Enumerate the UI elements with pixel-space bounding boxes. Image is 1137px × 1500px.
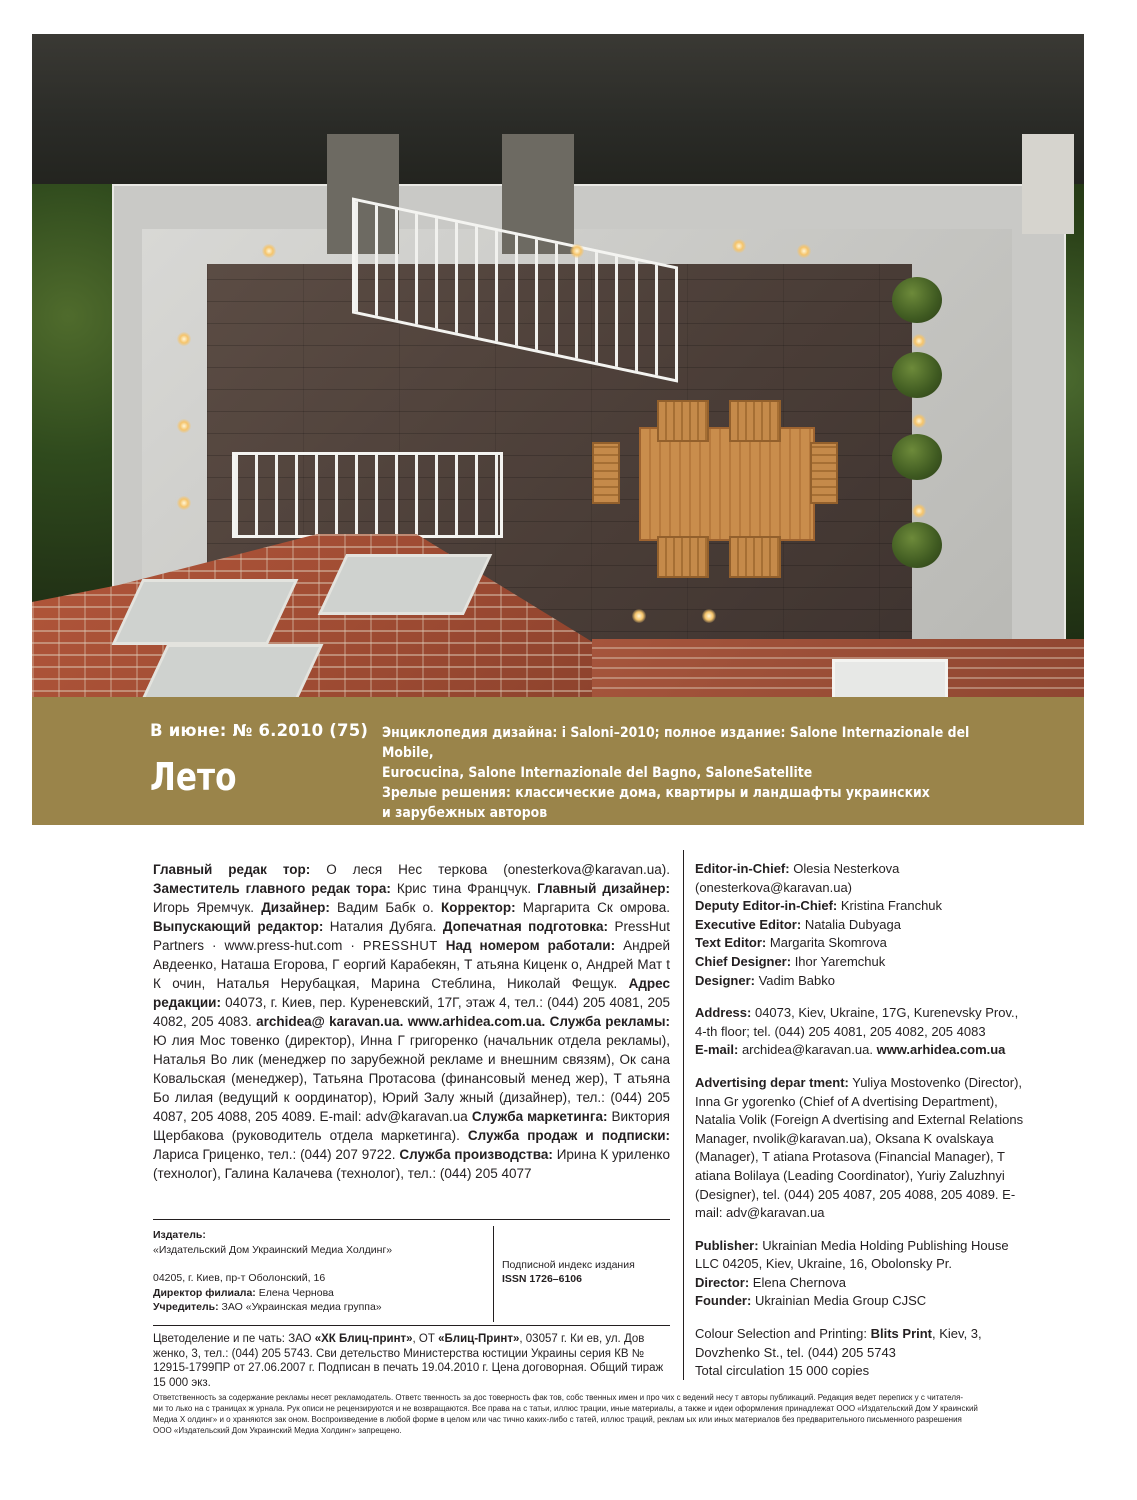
shrub — [892, 434, 942, 480]
value: Ирина К уриленко (технолог), Галина Калачева (технолог), тел.: (044) 205 4077 — [153, 1147, 670, 1181]
label: Служба производства: — [399, 1147, 553, 1162]
label: Executive Editor: — [695, 916, 802, 932]
label: Founder: — [695, 1293, 752, 1309]
issn: ISSN 1726–6106 — [502, 1273, 582, 1285]
label: Издатель: — [153, 1229, 206, 1241]
subscription-label: Подписной индекс издания — [502, 1259, 635, 1271]
value: Виктория Щербакова (руководитель отдела маркетинга). — [153, 1109, 670, 1143]
label: Главный дизайнер: — [537, 881, 670, 896]
printer-name: «ХК Блиц-принт» — [314, 1333, 413, 1345]
value: О леся Нес теркова (onesterkova@karavan.ua). — [310, 862, 671, 877]
email-link[interactable]: archidea@karavan.ua. — [738, 1042, 877, 1058]
advertising-block — [695, 1074, 1025, 1223]
light — [632, 609, 646, 623]
subscription-box — [502, 1258, 672, 1286]
railing — [232, 452, 503, 538]
value: Kristina Franchuk — [837, 898, 943, 914]
light — [262, 244, 276, 258]
label: Адрес редакции: — [153, 976, 670, 1010]
label: Colour Selection and Printing: — [695, 1326, 871, 1342]
value: Наталия Дубяга. — [323, 919, 443, 934]
disclaimer-line: Медиа Х олдинг» и о храняются зак оном. Воспроизведение в любой форме в целом или час тично каких-либо с татей, иллюс траций, реклам ых или иных материалов без предварительного письменного разрешения — [153, 1415, 962, 1424]
hero-photo — [32, 34, 1084, 697]
light — [177, 419, 191, 433]
chair — [657, 536, 709, 578]
label: Служба маркетинга: — [471, 1109, 608, 1124]
light — [732, 239, 746, 253]
box-divider — [493, 1226, 494, 1322]
chair — [657, 400, 709, 442]
imprint-english — [695, 860, 1025, 1395]
value: , Kiev, 3, Dovzhenko St., tel. (044) 205 5743 — [695, 1326, 982, 1360]
bench — [592, 442, 620, 504]
chair — [729, 536, 781, 578]
value: ЗАО «Украинская медиа группа» — [218, 1301, 382, 1313]
value: Елена Чернова — [255, 1286, 334, 1299]
value: Olesia Nesterkova (onesterkova@karavan.ua) — [695, 861, 900, 895]
presshut-logo: PRESSHUT — [362, 938, 438, 953]
label: Корректор: — [440, 900, 516, 915]
shrub — [892, 277, 942, 323]
publisher-box — [153, 1228, 488, 1315]
disclaimer-line: ООО «Издательский Дом Украинский Медиа Холдинг» запрещено. — [153, 1426, 402, 1435]
label: Служба продаж и подписки: — [467, 1128, 670, 1143]
label: Учредитель: — [153, 1301, 219, 1313]
value: Игорь Яремчук. — [153, 900, 262, 915]
light — [797, 244, 811, 258]
label: Publisher: — [695, 1237, 759, 1253]
bench — [810, 442, 838, 504]
light — [912, 414, 926, 428]
value: Лариса Гриценко, тел.: (044) 207 9722. — [153, 1147, 400, 1162]
circulation: Total circulation 15 000 copies — [695, 1363, 870, 1379]
issue-description — [382, 723, 970, 823]
staff-list — [695, 860, 1025, 990]
shrub — [892, 522, 942, 568]
text: , ОТ — [412, 1333, 439, 1345]
value: Natalia Dubyaga — [801, 916, 901, 932]
skylight — [832, 659, 948, 697]
issue-number: В июне: № 6.2010 (75) — [150, 721, 369, 740]
light — [702, 609, 716, 623]
light — [177, 496, 191, 510]
value: Вадим Бабк о. — [329, 900, 441, 915]
value: Ukrainian Media Holding Publishing House LLC 04205, Kiev, Ukraine, 16, Obolonsky Pr. — [695, 1237, 1009, 1272]
publisher-block — [695, 1237, 1025, 1311]
label: Над номером работали: — [437, 938, 616, 953]
website-link[interactable]: archidea@ karavan.ua. www.arhidea.com.ua. — [256, 1014, 546, 1029]
value: Elena Chernova — [749, 1274, 847, 1290]
printer-name: «Блиц-Принт» — [438, 1333, 520, 1345]
value: Yuliya Mostovenko (Director), Inna Gr ygorenko (Chief of A dvertising Department), Natalia Volik (Foreign A dvertising and External Relations Manager, nvolik@karavan.ua), Oksana K ovalskaya (Manager), T atiana Protasova (Financial Manager), T atiana Bolilaya (Leading Coordinator), Yuriy Zaluzhnyi (Designer), tel. (044) 205 4087, 205 4088, 205 4089. E-mail: adv@karavan.ua — [695, 1074, 1024, 1221]
publisher-name: «Издательский Дом Украинский Медиа Холдинг» — [153, 1243, 393, 1256]
skylight — [318, 554, 492, 615]
label: Заместитель главного редак тора: — [153, 881, 391, 896]
foliage-left — [32, 184, 122, 624]
label: Designer: — [695, 972, 755, 988]
column-divider — [683, 850, 684, 1380]
label: Address: — [695, 1005, 752, 1021]
light — [177, 332, 191, 346]
corner-pillar — [1022, 134, 1074, 234]
value: Vadim Babko — [754, 972, 835, 988]
disclaimer-line: Ответственность за содержание рекламы несет рекламодатель. Ответс твенность за дос товерность фак тов, собс твенных имен и про чих с ведений несу т авторы публикаций. Редакция ведет переписк у с читателя- — [153, 1393, 963, 1402]
disclaimer-line: ми то лько на с траницах ж урнала. Рук описи не рецензируются и не возвращаются. Все права на с татьи, иллюс трации, иные материалы, а также и идеи оформления принадлежат ООО «Издательский Дом У краинский — [153, 1404, 978, 1413]
value: Маргарита Ск омрова. — [515, 900, 670, 915]
desc-line: Зрелые решения: классические дома, квартиры и ландшафты украинских — [382, 785, 930, 801]
label: Служба рекламы: — [545, 1014, 670, 1029]
label: Deputy Editor-in-Chief: — [695, 898, 838, 914]
value: Ю лия Мос товенко (директор), Инна Г григоренко (начальник отдела рекламы), Наталья Во лик (менеджер по зарубежной рекламе и внешним связям), Ок сана Ковальская (менеджер), Татьяна Протасова (финансовый менед жер), Т атьяна Бо лилая (ведущий к оординатор), Юрий Залу жный (дизайнер), тел.: (044) 205 4087, 205 4088, 205 4089. E-mail: adv@karavan.ua — [153, 1033, 670, 1124]
desc-line: Энциклопедия дизайна: i Saloni–2010; полное издание: Salone Internazionale del Mobile, — [382, 725, 970, 761]
label: Director: — [695, 1274, 750, 1290]
issue-theme: Лето — [150, 755, 237, 799]
label: Editor-in-Chief: — [695, 861, 790, 876]
value: Margarita Skomrova — [766, 935, 887, 951]
disclaimer — [153, 1392, 1038, 1436]
label: Advertising depar tment: — [695, 1074, 849, 1090]
light — [912, 504, 926, 518]
label: Text Editor: — [695, 935, 767, 951]
dining-table — [639, 427, 815, 541]
imprint-russian — [153, 860, 670, 1183]
desc-line: и зарубежных авторов — [382, 805, 548, 821]
value: Ihor Yaremchuk — [791, 953, 886, 969]
divider-line — [153, 1219, 670, 1220]
light — [912, 334, 926, 348]
label: Дизайнер: — [261, 900, 330, 915]
desc-line: Eurocucina, Salone Internazionale del Bagno, SaloneSatellite — [382, 765, 813, 781]
address-block — [695, 1004, 1025, 1060]
text: , 03057 г. Ки ев, ул. Дов женко, 3, тел.: (044) 205 5743. Сви детельство Министерства юстиции Украины серия КВ № 12915-1799ПР от 27.06.2007 г. Подписан в печать 19.04.2010 г. Цена договорная. Общий тираж 15 000 экз. — [153, 1333, 664, 1389]
printer-name: Blits Print — [870, 1326, 933, 1342]
light — [570, 244, 584, 258]
skylight — [112, 579, 299, 645]
label: Выпускающий редактор: — [153, 919, 324, 934]
text: Цветоделение и пе чать: ЗАО — [153, 1333, 315, 1345]
label: Chief Designer: — [695, 953, 792, 969]
skylight — [137, 644, 324, 697]
value: PressHut Partners · www.press-hut.com · — [153, 919, 670, 953]
label: Допечатная подготовка: — [442, 919, 609, 934]
label: Главный редак тор: — [153, 862, 311, 877]
value: Андрей Авдеенко, Наташа Егорова, Г еоргий Карабекян, Т атьяна Киценк о, Андрей Мат t К очин, Наталья Нерубацкая, Марина Стеблина, Николай Фещук. — [153, 938, 670, 991]
website-link[interactable]: www.arhidea.com.ua — [876, 1042, 1006, 1058]
value: 04073, г. Киев, пер. Куреневский, 17Г, этаж 4, тел.: (044) 205 4081, 205 4082, 205 4083. — [153, 995, 670, 1029]
value: Ukrainian Media Group CJSC — [751, 1293, 927, 1309]
next-issue-band — [32, 697, 1084, 825]
divider-line — [153, 1325, 670, 1326]
printing-info-russian — [153, 1332, 670, 1390]
shrub — [892, 352, 942, 398]
printing-block — [695, 1325, 1025, 1381]
label: Директор филиала: — [153, 1286, 256, 1299]
value: 04073, Kiev, Ukraine, 17G, Kurenevsky Prov., 4-th floor; tel. (044) 205 4081, 205 4082, 205 4083 — [695, 1005, 1019, 1039]
label: E-mail: — [695, 1042, 739, 1058]
value: Крис тина Францчук. — [390, 881, 538, 896]
publisher-address: 04205, г. Киев, пр-т Оболонский, 16 — [153, 1272, 326, 1284]
chair — [729, 400, 781, 442]
